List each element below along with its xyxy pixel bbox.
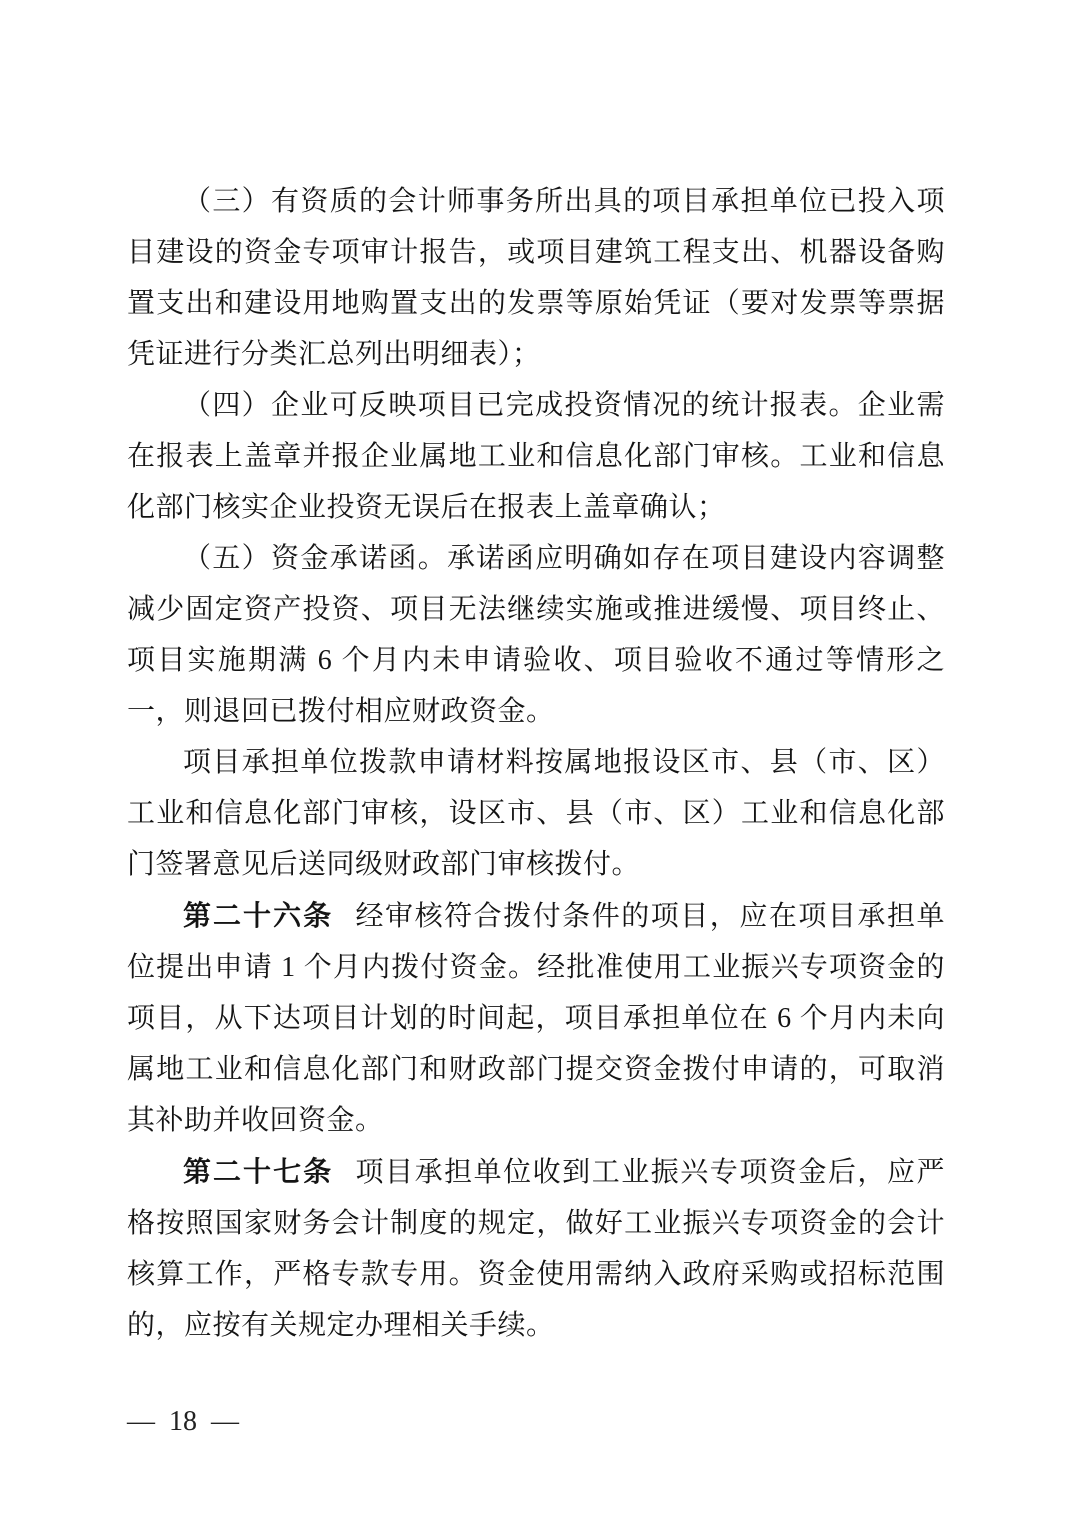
paragraph-item-3 (127, 176, 945, 380)
article-26-text: 经审核符合拨付条件的项目，应在项目承担单位提出申请 1 个月内拨付资金。经批准使用工业振兴专项资金的项目，从下达项目计划的时间起，项目承担单位在 6 个月内未向属地工业和信息化部门和财政部门提交资金拨付申请的，可取消其补助并收回资金。 (127, 901, 945, 1136)
article-27-text: 项目承担单位收到工业振兴专项资金后，应严格按照国家财务会计制度的规定，做好工业振兴专项资金的会计核算工作，严格专款专用。资金使用需纳入政府采购或招标范围的，应按有关规定办理相关手续。 (127, 1157, 945, 1341)
paragraph-text: （五）资金承诺函。承诺函应明确如存在项目建设内容调整减少固定资产投资、项目无法继续实施或推进缓慢、项目终止、项目实施期满 6 个月内未申请验收、项目验收不通过等情形之一，则退回已拨付相应财政资金。 (127, 543, 945, 727)
paragraph-article-26 (127, 890, 945, 1146)
footer-dash-right: — (211, 1406, 239, 1437)
paragraph-text: 项目承担单位拨款申请材料按属地报设区市、县（市、区）工业和信息化部门审核，设区市、县（市、区）工业和信息化部门签署意见后送同级财政部门审核拨付。 (127, 747, 945, 880)
page-number: 18 (169, 1406, 197, 1437)
paragraph-item-5 (127, 533, 945, 737)
paragraph-text: （三）有资质的会计师事务所出具的项目承担单位已投入项目建设的资金专项审计报告，或项目建筑工程支出、机器设备购置支出和建设用地购置支出的发票等原始凭证（要对发票等票据凭证进行分类汇总列出明细表）； (127, 186, 945, 370)
paragraph-item-4 (127, 380, 945, 533)
paragraph-funding-application (127, 737, 945, 890)
article-26-number: 第二十六条 (183, 900, 334, 931)
document-body (127, 176, 945, 1351)
footer-dash-left: — (127, 1406, 155, 1437)
paragraph-text: （四）企业可反映项目已完成投资情况的统计报表。企业需在报表上盖章并报企业属地工业和信息化部门审核。工业和信息化部门核实企业投资无误后在报表上盖章确认； (127, 390, 945, 523)
page-footer (127, 1404, 239, 1440)
article-27-number: 第二十七条 (183, 1156, 334, 1187)
paragraph-article-27 (127, 1146, 945, 1351)
